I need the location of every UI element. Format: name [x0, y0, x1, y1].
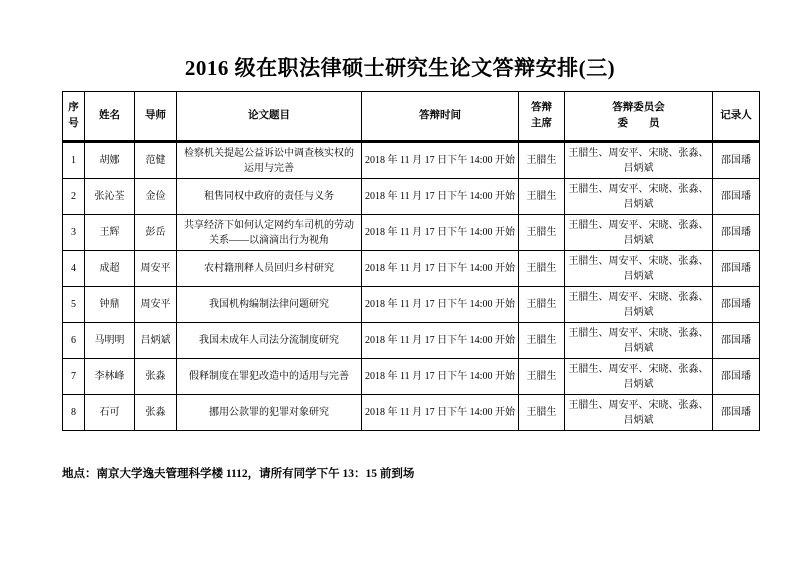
cell-time: 2018 年 11 月 17 日下午 14:00 开始 — [362, 287, 519, 323]
cell-name: 王辉 — [85, 215, 135, 251]
cell-recorder: 邵国璠 — [713, 395, 760, 431]
cell-no: 7 — [63, 359, 85, 395]
cell-advisor: 范健 — [135, 142, 177, 179]
cell-time: 2018 年 11 月 17 日下午 14:00 开始 — [362, 251, 519, 287]
cell-time: 2018 年 11 月 17 日下午 14:00 开始 — [362, 215, 519, 251]
cell-committee: 王腊生、周安平、宋晓、张淼、吕炳斌 — [565, 215, 713, 251]
header-no — [63, 92, 85, 142]
cell-committee: 王腊生、周安平、宋晓、张淼、吕炳斌 — [565, 142, 713, 179]
table-body — [63, 142, 760, 431]
cell-name: 钟鼎 — [85, 287, 135, 323]
cell-recorder: 邵国璠 — [713, 323, 760, 359]
header-no-line1: 序 — [68, 102, 79, 113]
table-row — [63, 179, 760, 215]
cell-thesis: 租售同权中政府的责任与义务 — [177, 179, 362, 215]
document-page — [0, 52, 800, 566]
cell-name: 李林峰 — [85, 359, 135, 395]
cell-time: 2018 年 11 月 17 日下午 14:00 开始 — [362, 179, 519, 215]
cell-name: 马明明 — [85, 323, 135, 359]
cell-name: 胡娜 — [85, 142, 135, 179]
cell-thesis: 检察机关提起公益诉讼中调查核实权的运用与完善 — [177, 142, 362, 179]
cell-no: 1 — [63, 142, 85, 179]
cell-committee: 王腊生、周安平、宋晓、张淼、吕炳斌 — [565, 287, 713, 323]
cell-no: 4 — [63, 251, 85, 287]
header-chair — [519, 92, 565, 142]
cell-chair: 王腊生 — [519, 142, 565, 179]
cell-no: 2 — [63, 179, 85, 215]
cell-no: 8 — [63, 395, 85, 431]
cell-thesis: 农村籍刑释人员回归乡村研究 — [177, 251, 362, 287]
header-advisor: 导师 — [135, 92, 177, 142]
cell-recorder: 邵国璠 — [713, 215, 760, 251]
header-name: 姓名 — [85, 92, 135, 142]
cell-time: 2018 年 11 月 17 日下午 14:00 开始 — [362, 323, 519, 359]
header-row — [63, 92, 760, 142]
cell-thesis: 我国未成年人司法分流制度研究 — [177, 323, 362, 359]
cell-committee: 王腊生、周安平、宋晓、张淼、吕炳斌 — [565, 251, 713, 287]
cell-recorder: 邵国璠 — [713, 142, 760, 179]
header-chair-line1: 答辩 — [531, 102, 552, 113]
cell-no: 6 — [63, 323, 85, 359]
defense-schedule-table — [62, 91, 760, 431]
cell-chair: 王腊生 — [519, 251, 565, 287]
cell-advisor: 彭岳 — [135, 215, 177, 251]
table-row — [63, 215, 760, 251]
header-committee — [565, 92, 713, 142]
cell-thesis: 假释制度在罪犯改造中的适用与完善 — [177, 359, 362, 395]
cell-chair: 王腊生 — [519, 395, 565, 431]
cell-advisor: 张淼 — [135, 395, 177, 431]
cell-thesis: 共享经济下如何认定网约车司机的劳动关系——以滴滴出行为视角 — [177, 215, 362, 251]
table-row — [63, 287, 760, 323]
cell-chair: 王腊生 — [519, 287, 565, 323]
cell-thesis: 我国机构编制法律问题研究 — [177, 287, 362, 323]
page-title: 2016 级在职法律硕士研究生论文答辩安排(三) — [184, 56, 616, 80]
header-time: 答辩时间 — [362, 92, 519, 142]
cell-thesis: 挪用公款罪的犯罪对象研究 — [177, 395, 362, 431]
cell-name: 张沁荃 — [85, 179, 135, 215]
location-note: 地点：南京大学逸夫管理科学楼 1112，请所有同学下午 13：15 前到场 — [62, 468, 415, 480]
table-row — [63, 323, 760, 359]
cell-advisor: 周安平 — [135, 251, 177, 287]
cell-no: 3 — [63, 215, 85, 251]
cell-name: 石可 — [85, 395, 135, 431]
cell-advisor: 张淼 — [135, 359, 177, 395]
cell-recorder: 邵国璠 — [713, 251, 760, 287]
header-thesis: 论文题目 — [177, 92, 362, 142]
cell-time: 2018 年 11 月 17 日下午 14:00 开始 — [362, 142, 519, 179]
cell-chair: 王腊生 — [519, 359, 565, 395]
cell-chair: 王腊生 — [519, 215, 565, 251]
cell-chair: 王腊生 — [519, 323, 565, 359]
cell-committee: 王腊生、周安平、宋晓、张淼、吕炳斌 — [565, 395, 713, 431]
table-row — [63, 395, 760, 431]
cell-time: 2018 年 11 月 17 日下午 14:00 开始 — [362, 359, 519, 395]
header-committee-line1: 答辩委员会 — [612, 102, 665, 113]
cell-committee: 王腊生、周安平、宋晓、张淼、吕炳斌 — [565, 179, 713, 215]
cell-name: 成超 — [85, 251, 135, 287]
table-header — [63, 92, 760, 142]
cell-recorder: 邵国璠 — [713, 359, 760, 395]
cell-committee: 王腊生、周安平、宋晓、张淼、吕炳斌 — [565, 323, 713, 359]
cell-recorder: 邵国璠 — [713, 179, 760, 215]
header-chair-line2: 主席 — [531, 118, 552, 129]
cell-advisor: 金俭 — [135, 179, 177, 215]
header-no-line2: 号 — [68, 118, 79, 129]
header-committee-line2: 委 员 — [617, 118, 660, 129]
cell-committee: 王腊生、周安平、宋晓、张淼、吕炳斌 — [565, 359, 713, 395]
cell-no: 5 — [63, 287, 85, 323]
cell-advisor: 周安平 — [135, 287, 177, 323]
cell-chair: 王腊生 — [519, 179, 565, 215]
table-row — [63, 251, 760, 287]
cell-time: 2018 年 11 月 17 日下午 14:00 开始 — [362, 395, 519, 431]
table-row — [63, 142, 760, 179]
table-row — [63, 359, 760, 395]
cell-advisor: 吕炳斌 — [135, 323, 177, 359]
cell-recorder: 邵国璠 — [713, 287, 760, 323]
header-recorder: 记录人 — [713, 92, 760, 142]
